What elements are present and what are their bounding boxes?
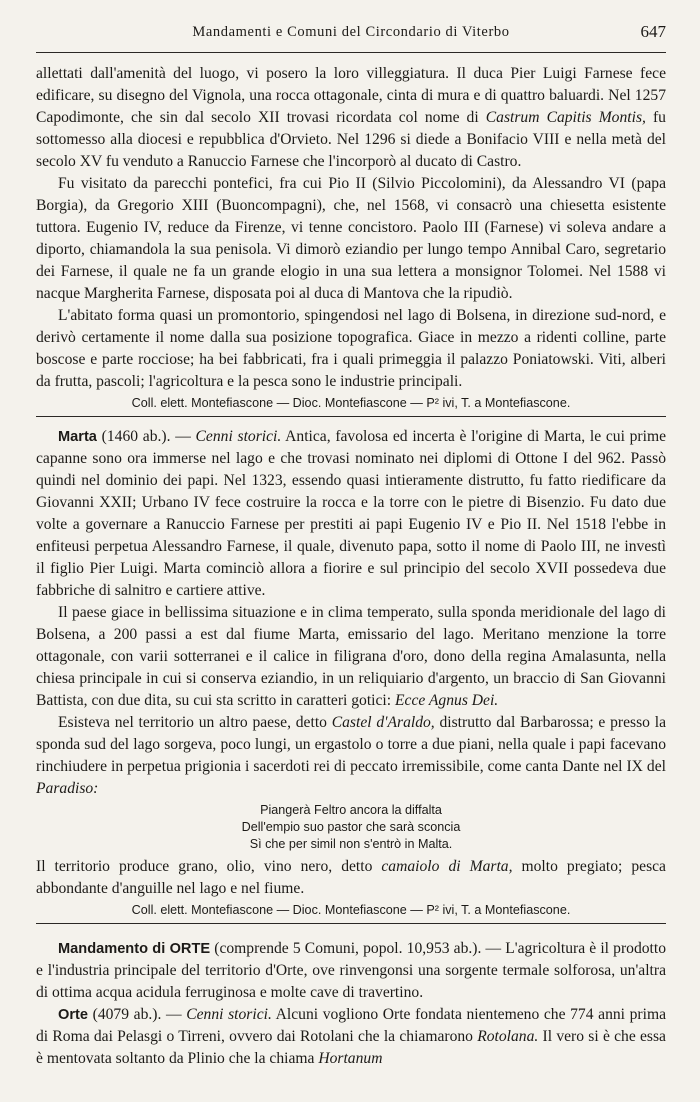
paragraph: L'abitato forma quasi un promontorio, spingendosi nel lago di Bolsena, in direzione sud-nord, e derivò certamente il nome dalla sua posizione topografica. Giace in mezzo a ridenti colline, parte boscose e parte rocciose; ha bei fabbricati, fra i quali primeggia il palazzo Poniatowski. Viti, alberi da frutta, pascoli; l'agricoltura e la pesca sono le industrie principali. [36,307,666,390]
paragraph: Esisteva nel territorio un altro paese, detto Castel d'Araldo, distrutto dal Barbarossa; e presso la sponda sud del lago sorgeva, poco lungi, un ergastolo o torre a due piani, nella quale i papi facevano rinchiudere in perpetua prigionia i sacerdoti rei di peccato irremissibile, come canta Dante nel IX del Paradiso: [36,714,666,797]
verse-line: Dell'empio suo pastor che sarà sconcia [241,820,461,834]
mandamento-orte: Mandamento di ORTE (comprende 5 Comuni, popol. 10,953 ab.). — L'agricoltura è il prodotto e l'industria principale del territorio d'Orte, ove rinvengonsi una sorgente termale solforosa, un'altra di ottima acqua acidula ferruginosa e molte cave di travertino. [36,940,666,1001]
running-header [36,18,666,53]
running-title: Mandamenti e Comuni del Circondario di Viterbo [192,24,510,40]
paragraph: allettati dall'amenità del luogo, vi posero la loro villeggiatura. Il duca Pier Luigi Farnese fece edificare, su disegno del Vignola, una rocca ottagonale, cinta di mura e di quattro baluardi. Nel 1257 Capodimonte, che sin dal secolo XII trovasi ricordata col nome di Castrum Capitis Montis, fu sottomesso alla diocesi e repubblica d'Orvieto. Nel 1296 si diede a Bonifacio VIII e nella metà del secolo XV fu venduto a Ranuccio Farnese che l'incorporò al ducato di Castro. [36,65,666,170]
verse-line: Sì che per simil non s'entrò in Malta. [249,837,453,851]
electoral-reference: Coll. elett. Montefiascone — Dioc. Montefiascone — P² ivi, T. a Montefiascone. [131,903,571,917]
entry-orte: Orte (4079 ab.). — Cenni storici. Alcuni vogliono Orte fondata nientemeno che 774 anni prima di Roma dai Pelasgi o Tirreni, ovvero dai Rotolani che la chiamarono Rotolana. Il vero si è che essa è mentovata soltanto da Plinio che la chiama Hortanum [36,1006,667,1067]
page-body [36,63,666,1070]
paragraph: Fu visitato da parecchi pontefici, fra cui Pio II (Silvio Piccolomini), da Alessandro VI (papa Borgia), da Gregorio XIII (Buoncompagni), che, nel 1568, vi consacrò una chiesetta esistente tuttora. Eugenio IV, reduce da Firenze, vi tenne concistoro. Paolo III (Farnese) vi soleva andare a diporto, chiamandola la sua penisola. Vi dimorò eziandio per lungo tempo Annibal Caro, segretario dei Farnese, il quale ne fa un grande elogio in una sua lettera a monsignor Tolomei. Nel 1588 vi nacque Margherita Farnese, disposata poi al duca di Mantova che la ripudiò. [36,175,666,302]
mandamento-heading: Mandamento di ORTE [58,941,211,957]
verse-line: Piangerà Feltro ancora la diffalta [260,803,442,817]
electoral-reference: Coll. elett. Montefiascone — Dioc. Montefiascone — P² ivi, T. a Montefiascone. [131,396,571,410]
paragraph: Il paese giace in bellissima situazione e in clima temperato, sulla sponda meridionale del lago di Bolsena, a 200 passi a est dal fiume Marta, emissario del lago. Meritano menzione la torre ottagonale, con varii sotterranei e il calice in filigrana d'oro, dono della regina Amalasunta, nella chiesa principale in cui si conserva eziandio, in un reliquiario d'argento, un braccio di San Giovanni Battista, con due dita, su cui sta scritto in caratteri gotici: Ecce Agnus Dei. [36,604,666,709]
page-number: 647 [640,22,666,41]
entry-heading: Marta [58,429,97,445]
section-divider [36,923,666,924]
entry-marta: Marta (1460 ab.). — Cenni storici. Antica, favolosa ed incerta è l'origine di Marta, le cui prime capanne sono ora immerse nel lago e che trovasi nominato nei diplomi di Ottone I del 962. Passò quindi nel dominio dei papi. Nel 1323, essendo quasi intieramente distrutto, fu fatto riedificare da Giovanni XXII; Urbano IV fece costruire la rocca e la torre con le pietre di Bisenzio. Fu dato due volte a governare a Ranuccio Farnese per prestiti ai papi Eugenio IV e Pio II. Nel 1518 l'ebbe in enfiteusi perpetua Alessandro Farnese, il quale, divenuto papa, sotto il nome di Paolo III, ne investì il figlio Pier Luigi. Marta cominciò allora a fiorire e sul principio del secolo XVII possedeva due fabbriche di salnitro e cartiere attive. [36,428,666,599]
paragraph: Il territorio produce grano, olio, vino nero, detto camaiolo di Marta, molto pregiato; pesca abbondante d'anguille nel lago e nel fiume. [36,858,666,897]
section-divider [36,416,666,417]
dante-verse [36,802,666,853]
entry-heading: Orte [58,1007,89,1023]
